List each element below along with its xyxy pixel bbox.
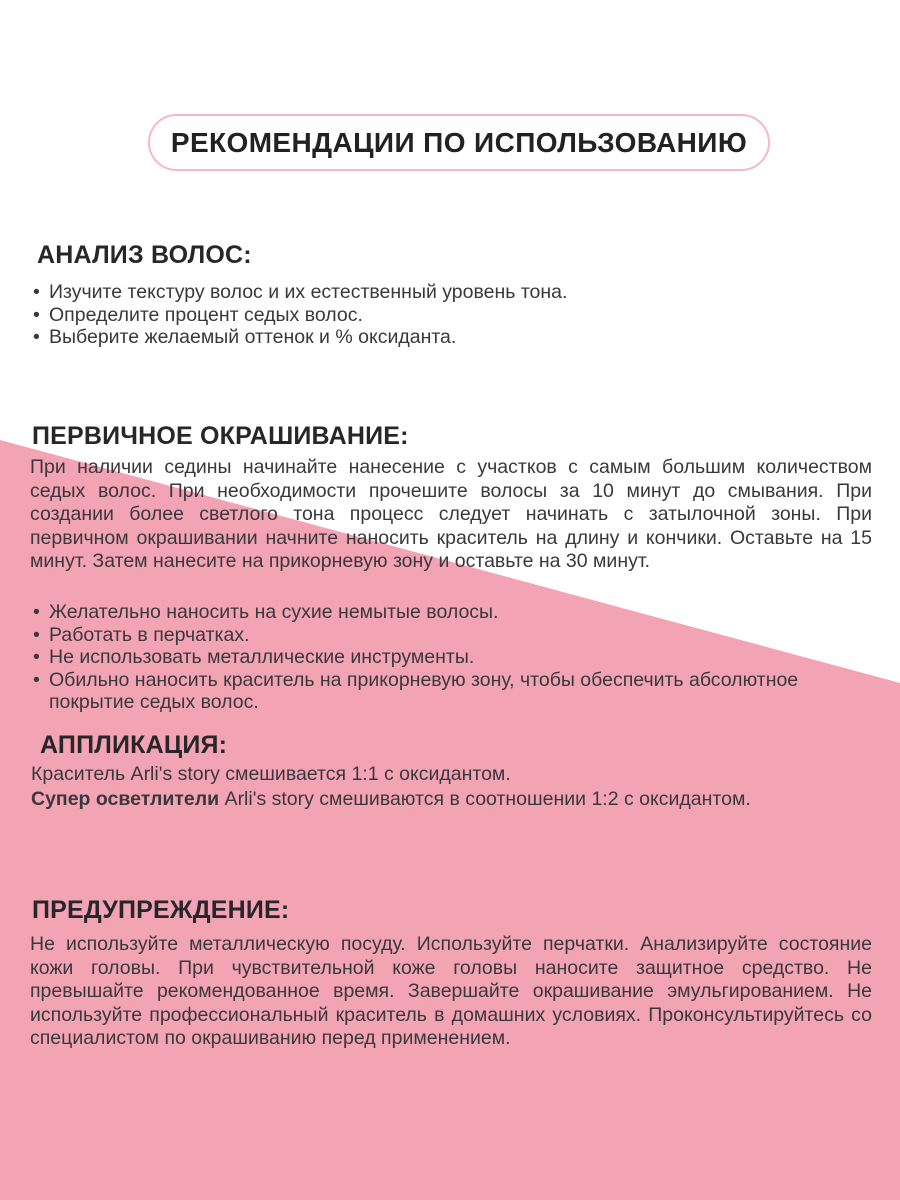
list-item: • Желательно наносить на сухие немытые волосы. [31, 601, 881, 624]
page-title: РЕКОМЕНДАЦИИ ПО ИСПОЛЬЗОВАНИЮ [170, 126, 748, 158]
application-line-1: Краситель Arli's story смешивается 1:1 с оксидантом. [31, 763, 511, 785]
primary-coloring-paragraph: При наличии седины начинайте нанесение с участков с самым большим количеством седых волос. При необходимости прочешите волосы за 10 минут до смывания. При создании более светлого тона процесс следует начинать с затылочной зоны. При первичном окрашивании начните наносить краситель на длину и кончики. Оставьте на 15 минут. Затем нанесите на прикорневую зону и оставьте на 30 минут. [30, 456, 872, 572]
section-heading-application: АППЛИКАЦИЯ: [40, 731, 228, 759]
hair-analysis-bullet-list [31, 281, 881, 349]
list-item: • Определите процент седых волос. [31, 304, 881, 327]
list-item: • Изучите текстуру волос и их естественный уровень тона. [31, 281, 881, 304]
application-line-2 [31, 788, 881, 811]
section-heading-primary-coloring: ПЕРВИЧНОЕ ОКРАШИВАНИЕ: [32, 422, 409, 450]
page-title-box [148, 114, 770, 171]
list-item: • Не использовать металлические инструменты. [31, 646, 881, 669]
section-heading-hair-analysis: АНАЛИЗ ВОЛОС: [37, 241, 252, 269]
list-item: • Работать в перчатках. [31, 624, 881, 647]
warning-paragraph: Не используйте металлическую посуду. Используйте перчатки. Анализируйте состояние кожи головы. При чувствительной коже головы наносите защитное средство. Не превышайте рекомендованное время. Завершайте окрашивание эмульгированием. Не используйте профессиональный краситель в домашних условиях. Проконсультируйтесь со специалистом по окрашиванию перед применением. [30, 933, 872, 1049]
list-item: • Обильно наносить краситель на прикорневую зону, чтобы обеспечить абсолютное покрытие седых волос. [31, 669, 881, 714]
application-line-2-bold: Супер осветлители [31, 788, 220, 810]
list-item: • Выберите желаемый оттенок и % оксиданта. [31, 326, 881, 349]
section-heading-warning: ПРЕДУПРЕЖДЕНИЕ: [32, 896, 290, 924]
application-line-2-rest: Arli's story смешиваются в соотношении 1:2 с оксидантом. [219, 788, 751, 810]
primary-coloring-bullet-list [31, 601, 881, 714]
